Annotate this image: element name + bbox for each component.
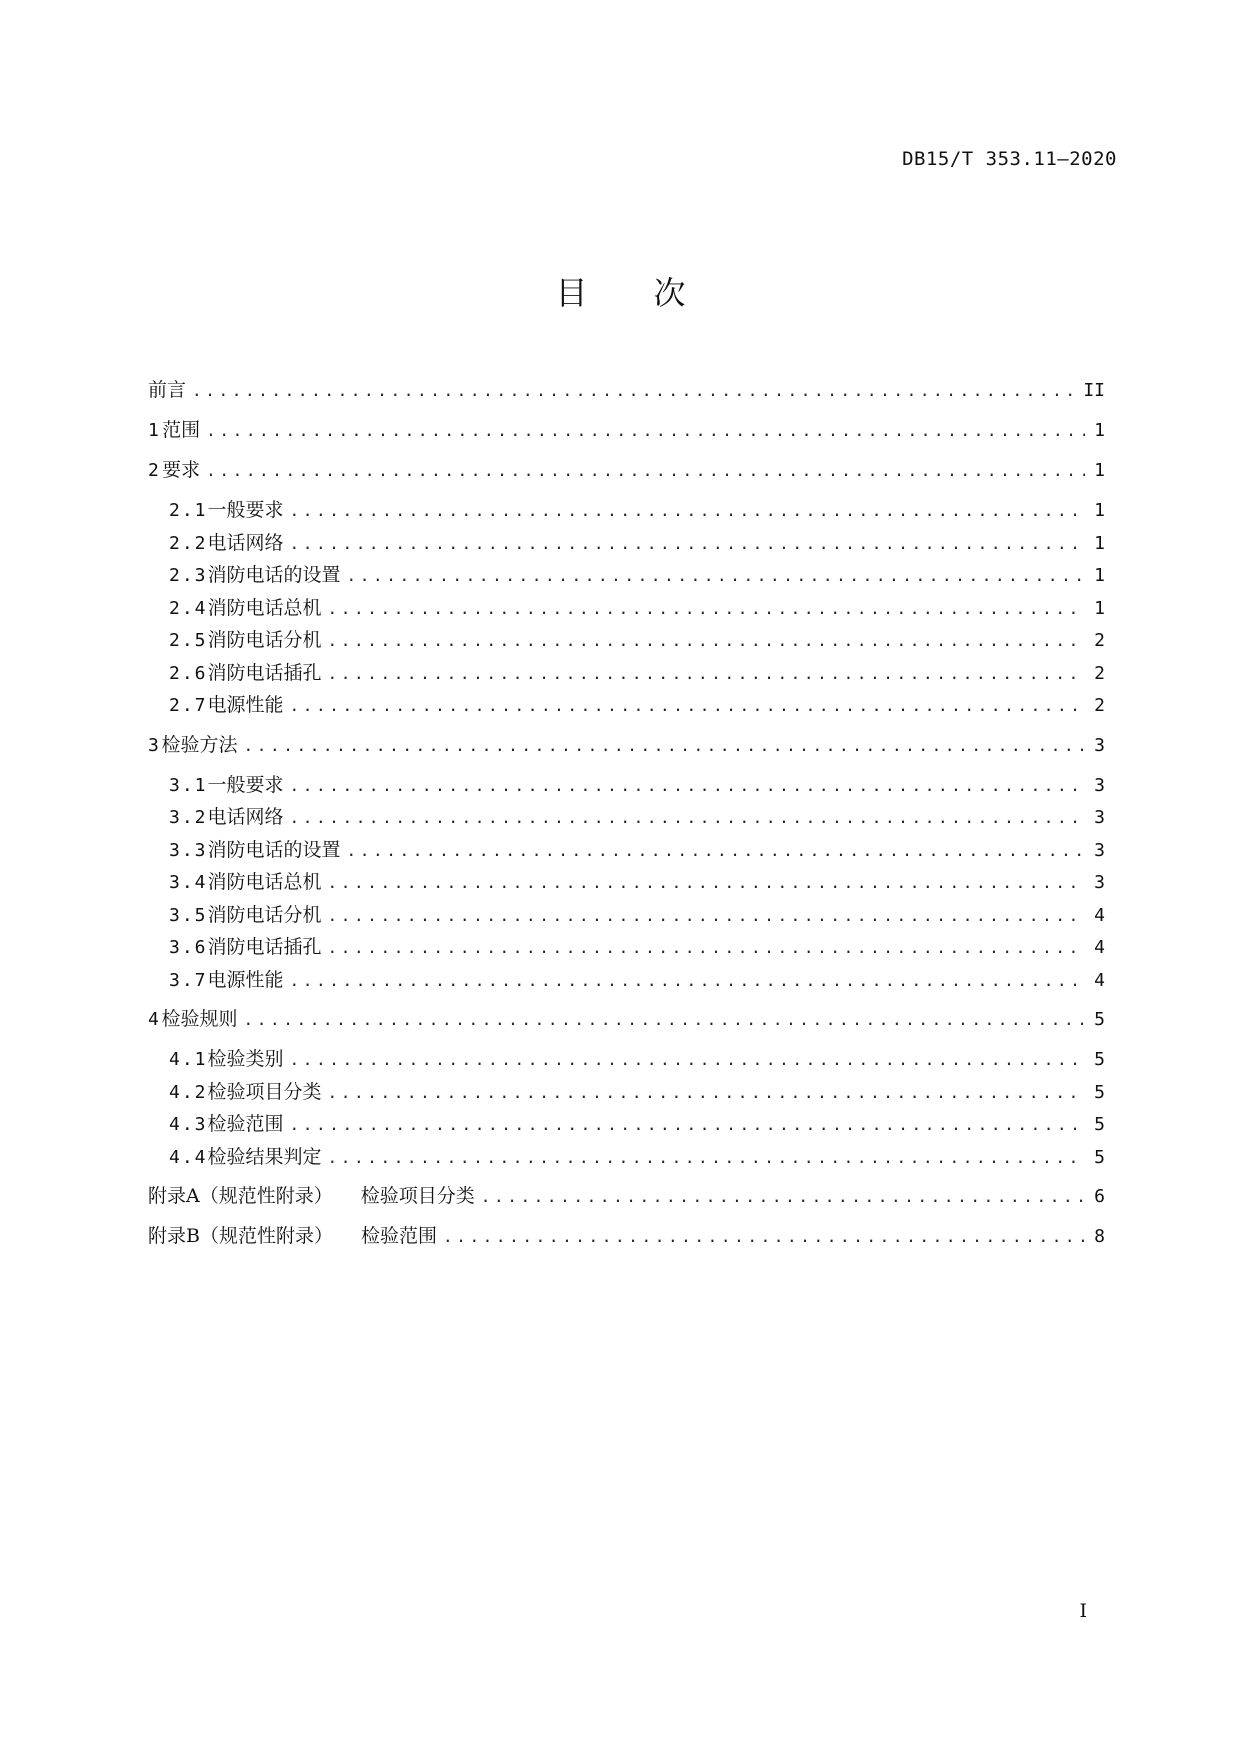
toc-entry-4-4[interactable] (148, 1141, 1105, 1174)
toc-entry-text: 消防电话插孔 (207, 661, 322, 684)
toc-leader-dots (192, 374, 1077, 407)
toc-leader-dots (347, 835, 1085, 868)
toc-entry-number: 4.3 (169, 1114, 208, 1135)
toc-entry-number: 3.3 (169, 839, 208, 861)
toc-entry-page: 5 (1094, 1081, 1105, 1103)
toc-entry-4-1[interactable] (148, 1043, 1105, 1076)
toc-entry-text: 电话网络 (207, 806, 284, 828)
toc-entry-page: 3 (1094, 774, 1105, 796)
toc-entry-text: 检验项目分类 (360, 1185, 475, 1207)
document-code: DB15/T 353.11—2020 (902, 148, 1117, 170)
toc-entry-text: 消防电话插孔 (207, 936, 322, 958)
toc-leader-dots (290, 528, 1085, 561)
toc-entry-3-2[interactable] (148, 801, 1105, 834)
toc-title: 目次 (555, 274, 752, 312)
toc-entry-page: 1 (1094, 597, 1105, 619)
toc-leader-dots (328, 900, 1085, 933)
toc-entry-text: 检验规则 (161, 1008, 238, 1030)
toc-entry-text: 检验结果判定 (207, 1145, 322, 1168)
toc-entry-page: 3 (1094, 807, 1105, 828)
toc-leader-dots (328, 867, 1085, 900)
toc-entry-number: 2.4 (169, 597, 208, 619)
toc-entry-3-1[interactable] (148, 769, 1105, 802)
toc-entry-number: 2.6 (169, 662, 208, 684)
toc-entry-number: 3.1 (169, 774, 208, 796)
toc-leader-dots (328, 593, 1085, 626)
toc-leader-dots (206, 454, 1085, 487)
toc-leader-dots (328, 932, 1085, 965)
toc-entry-page: 5 (1094, 1146, 1105, 1168)
toc-entry-text: 检验范围 (360, 1225, 437, 1247)
toc-leader-dots (290, 1044, 1085, 1077)
toc-entry-4-3[interactable] (148, 1108, 1105, 1141)
toc-entry-text: 消防电话的设置 (207, 838, 341, 861)
toc-entry-2-7[interactable] (148, 689, 1105, 722)
toc-entry-2-6[interactable] (148, 657, 1105, 690)
toc-entry-page: 4 (1094, 904, 1105, 926)
toc-entry-page: 8 (1094, 1226, 1105, 1247)
toc-entry-text: 前言 (148, 379, 187, 401)
toc-entry-text: 一般要求 (207, 499, 284, 521)
toc-leader-dots (347, 560, 1085, 593)
toc-entry-2[interactable] (148, 454, 1105, 487)
toc-entry-page: 1 (1094, 500, 1105, 521)
toc-entry-text: 检验类别 (207, 1048, 284, 1070)
toc-leader-dots (290, 495, 1085, 528)
toc-entry-page: 1 (1094, 420, 1105, 441)
toc-entry-text: 检验范围 (207, 1113, 284, 1135)
toc-entry-3-4[interactable] (148, 866, 1105, 899)
toc-entry-page: 5 (1094, 1009, 1105, 1030)
toc-entry-text: 检验方法 (161, 733, 238, 756)
toc-entry-page: 5 (1094, 1114, 1105, 1135)
toc-entry-page: 2 (1094, 662, 1105, 684)
toc-entry-number: 3 (148, 734, 159, 756)
toc-entry-number: 3.5 (169, 904, 208, 926)
toc-entry-number: 2.7 (169, 695, 208, 716)
toc-leader-dots (443, 1220, 1085, 1253)
toc-entry-text: 电话网络 (207, 531, 284, 554)
toc-entry-number: 3.2 (169, 807, 208, 828)
toc-entry-text: 消防电话分机 (207, 903, 322, 926)
toc-entry-page: 1 (1094, 460, 1105, 481)
toc-entry-3-6[interactable] (148, 931, 1105, 964)
toc-entry-text: 一般要求 (207, 773, 284, 796)
toc-entry-number: 2.2 (169, 532, 208, 554)
toc-entry-appendix-a[interactable] (148, 1180, 1105, 1213)
toc-entry-2-5[interactable] (148, 624, 1105, 657)
toc-entry-page: 3 (1094, 872, 1105, 893)
toc-entry-number: 3.6 (169, 937, 208, 958)
toc-entry-foreword[interactable] (148, 374, 1105, 407)
toc-entry-appendix-b[interactable] (148, 1220, 1105, 1253)
toc-entry-4-2[interactable] (148, 1076, 1105, 1109)
toc-entry-2-3[interactable] (148, 559, 1105, 592)
toc-appendix-label (148, 1220, 361, 1253)
toc-entry-number: 4.1 (169, 1049, 208, 1070)
toc-leader-dots (290, 770, 1085, 803)
toc-entry-page: 5 (1094, 1049, 1105, 1070)
toc-entry-4[interactable] (148, 1003, 1105, 1036)
toc-entry-page: 3 (1094, 734, 1105, 756)
toc-entry-text: 消防电话分机 (207, 629, 322, 651)
toc-entry-number: 2 (148, 460, 159, 481)
page-number: I (1079, 1600, 1087, 1622)
toc-leader-dots (290, 802, 1085, 835)
toc-entry-number: 3.7 (169, 969, 208, 991)
toc-entry-3-7[interactable] (148, 964, 1105, 997)
toc-appendix-label (148, 1180, 361, 1213)
toc-entry-number: 1 (148, 420, 159, 441)
toc-leader-dots (244, 1003, 1085, 1036)
toc-entry-text: 范围 (162, 419, 201, 441)
toc-entry-page: 2 (1094, 695, 1105, 716)
toc-entry-number: 4.4 (169, 1146, 208, 1168)
toc-entry-page: 1 (1094, 565, 1105, 586)
toc-leader-dots (290, 690, 1085, 723)
toc-leader-dots (481, 1180, 1085, 1213)
toc-entry-3-5[interactable] (148, 899, 1105, 932)
toc-entry-3[interactable] (148, 729, 1105, 762)
table-of-contents (148, 374, 1105, 1253)
appendix-prefix: 附录B（规范性附录） (148, 1225, 333, 1247)
toc-entry-2-1[interactable] (148, 494, 1105, 527)
toc-entry-number: 2.5 (169, 630, 208, 651)
toc-entry-text: 电源性能 (207, 694, 284, 716)
toc-leader-dots (244, 729, 1085, 762)
toc-leader-dots (328, 625, 1085, 658)
toc-entry-text: 消防电话总机 (207, 871, 322, 893)
toc-entry-page: 3 (1094, 839, 1105, 861)
toc-entry-2-2[interactable] (148, 527, 1105, 560)
toc-entry-text: 要求 (162, 459, 201, 481)
toc-entry-number: 2.1 (169, 500, 208, 521)
toc-leader-dots (328, 1142, 1085, 1175)
toc-entry-page: 4 (1094, 969, 1105, 991)
appendix-prefix: 附录A（规范性附录） (148, 1185, 333, 1207)
toc-entry-page: 2 (1094, 630, 1105, 651)
toc-entry-text: 消防电话总机 (207, 596, 322, 619)
toc-leader-dots (290, 1109, 1085, 1142)
toc-entry-page: 4 (1094, 937, 1105, 958)
toc-entry-2-4[interactable] (148, 592, 1105, 625)
toc-entry-1[interactable] (148, 414, 1105, 447)
toc-entry-text: 电源性能 (207, 968, 284, 991)
toc-entry-text: 消防电话的设置 (207, 564, 341, 586)
toc-entry-page: II (1083, 380, 1105, 401)
toc-leader-dots (328, 658, 1085, 691)
toc-leader-dots (328, 1077, 1085, 1110)
toc-entry-text: 检验项目分类 (207, 1080, 322, 1103)
toc-entry-number: 4 (148, 1009, 159, 1030)
toc-entry-number: 2.3 (169, 565, 208, 586)
toc-leader-dots (290, 965, 1085, 998)
toc-entry-page: 1 (1094, 532, 1105, 554)
toc-entry-page: 6 (1094, 1186, 1105, 1207)
toc-entry-number: 4.2 (169, 1081, 208, 1103)
toc-entry-number: 3.4 (169, 872, 208, 893)
toc-leader-dots (206, 414, 1085, 447)
toc-entry-3-3[interactable] (148, 834, 1105, 867)
